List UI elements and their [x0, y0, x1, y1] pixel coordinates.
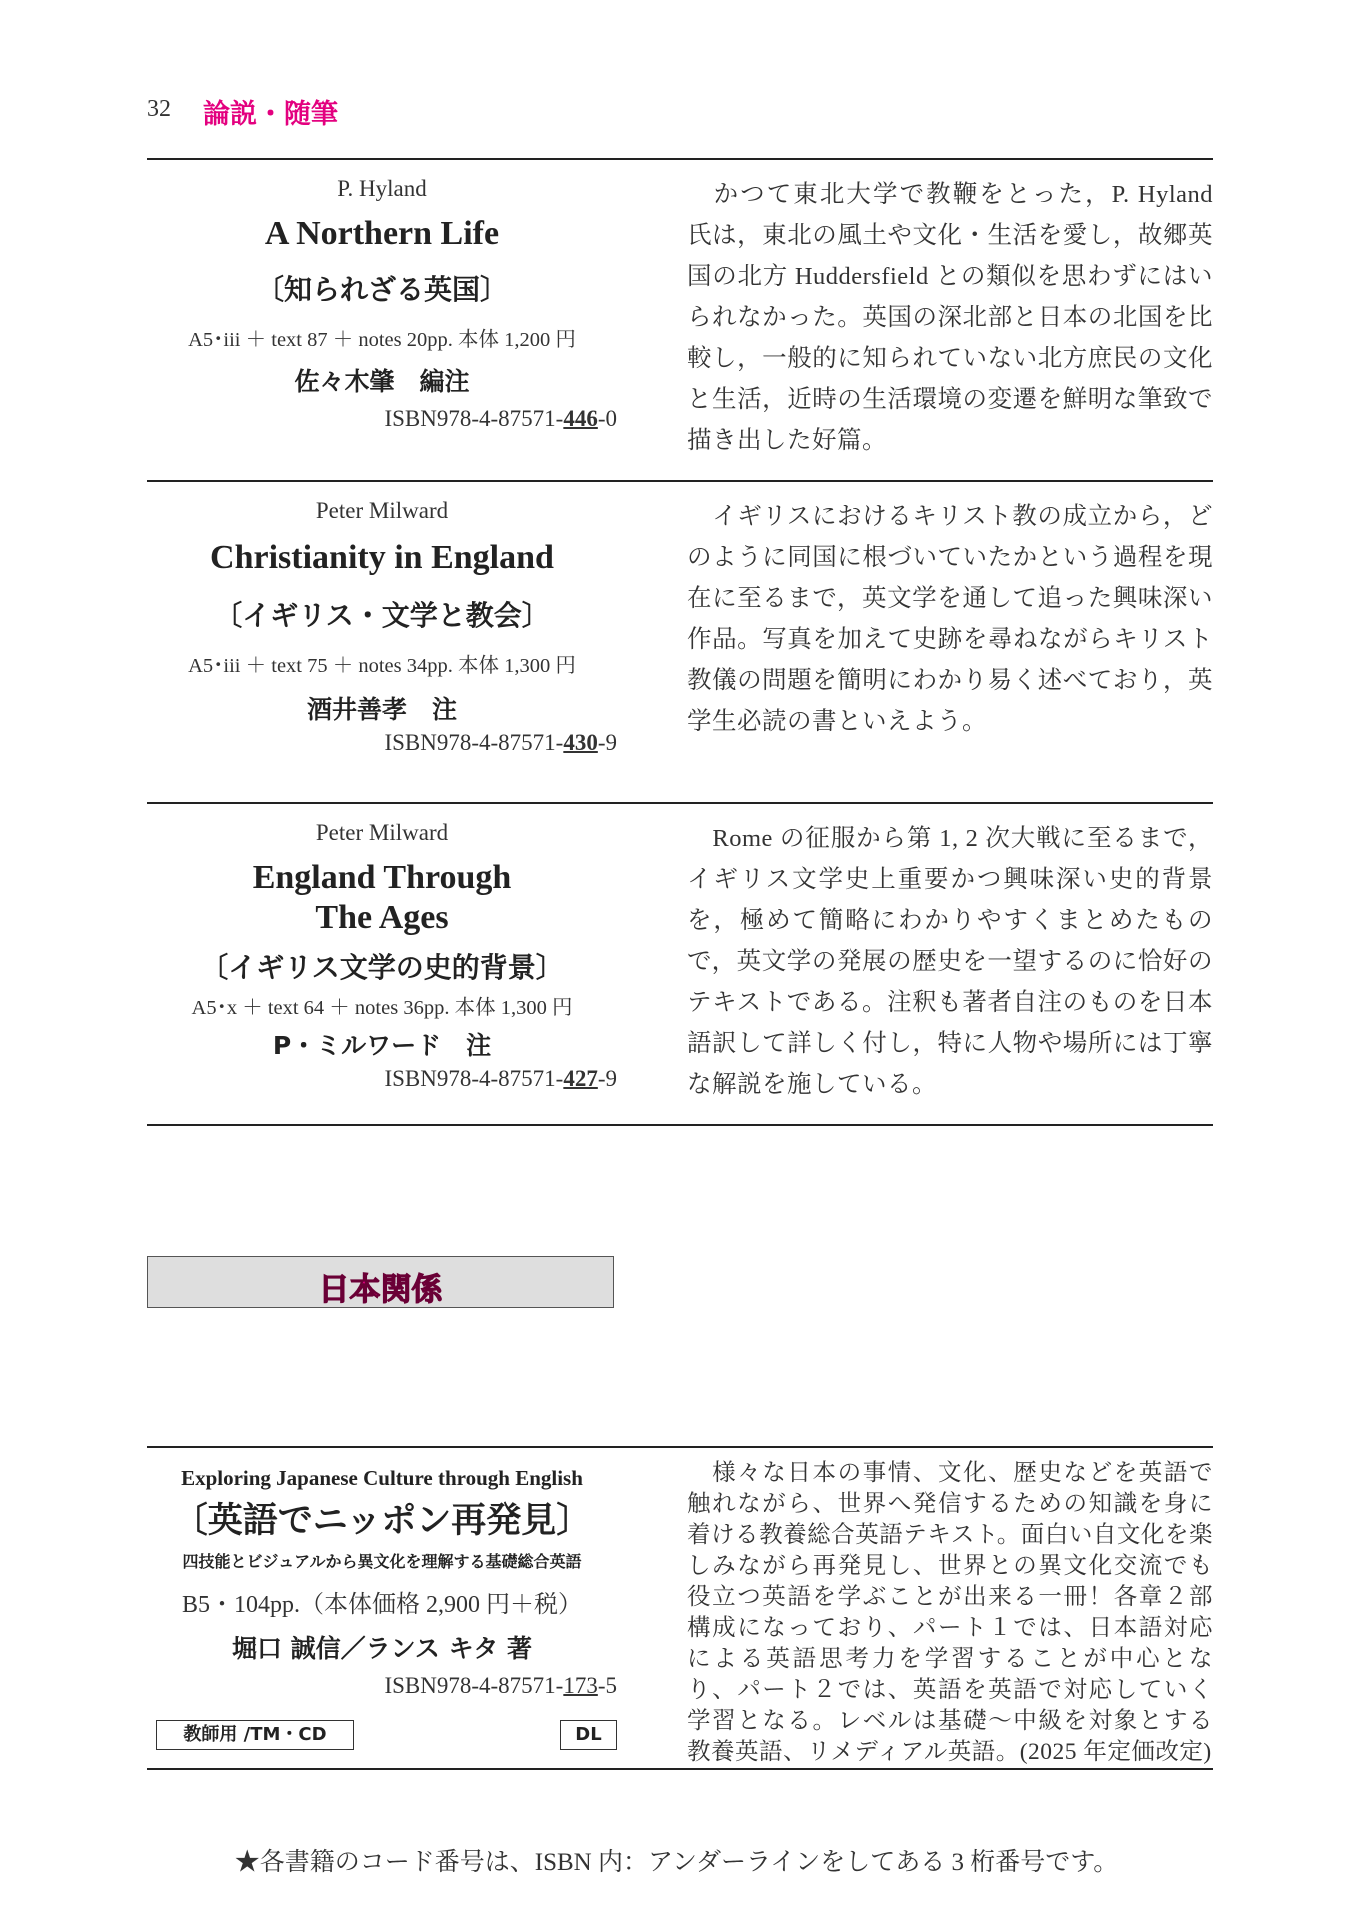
isbn-code: 430	[563, 730, 598, 755]
book-specs: A5･iii ＋ text 87 ＋ notes 20pp. 本体 1,200 円	[188, 329, 576, 351]
book-entry	[147, 482, 1213, 802]
divider	[147, 1768, 1213, 1770]
book-title: Christianity in England	[210, 539, 554, 576]
book-description: イギリスにおけるキリスト教の成立から，どのように同国に根づいていたかという過程を現在に至るまで，英文学を通して追った興味深い作品。写真を加えて史跡を尋ねながらキリスト教儀の問題を簡明にわかり易く述べており，英学生必読の書といえよう。	[687, 503, 1213, 735]
section-title: 論説・随筆	[203, 99, 338, 130]
book-info	[147, 804, 617, 1092]
book-info	[147, 482, 617, 756]
category-heading: 日本関係	[318, 1272, 443, 1308]
book-title: England Through The Ages	[252, 859, 512, 936]
book-author: P. Hyland	[337, 176, 427, 201]
isbn-code: 427	[563, 1066, 598, 1091]
book-description: かつて東北大学で教鞭をとった，P. Hyland 氏は，東北の風土や文化・生活を愛し，故郷英国の北方 Huddersfield との類似を思わずにはいられなかった。英国の深北部と日本の北国を比較し，一般的に知られていない北方庶民の文化と生活，近時の生活環境の変遷を鮮明な筆致で描き出した好篇。	[687, 181, 1213, 454]
page-number: 32	[147, 96, 171, 122]
book-subtitle: 〔知られざる英国〕	[255, 273, 508, 306]
book-author: Peter Milward	[315, 498, 449, 523]
book-specs: A5･iii ＋ text 75 ＋ notes 34pp. 本体 1,300 円	[188, 655, 576, 677]
download-badge: DL	[560, 1720, 617, 1750]
featured-book-entry	[147, 1448, 1213, 1768]
book-description: Rome の征服から第 1, 2 次大戦に至るまで，イギリス文学史上重要かつ興味深い史的背景を，極めて簡略にわかりやすくまとめたもので，英文学の発展の歴史を一望するのに恰好のテキストである。注釈も著者自注のものを日本語訳して詳しく付し，特に人物や場所には丁寧な解説を施している。	[687, 825, 1213, 1098]
book-entry	[147, 804, 1213, 1124]
book-subtitle: 〔イギリス・文学と教会〕	[214, 599, 550, 632]
book-specs: A5･x ＋ text 64 ＋ notes 36pp. 本体 1,300 円	[191, 997, 573, 1019]
isbn-code: 446	[563, 406, 598, 431]
book-info	[147, 1448, 617, 1699]
category-heading-box	[147, 1256, 614, 1308]
book-isbn: ISBN978-4-87571-427-9	[384, 1066, 617, 1091]
book-isbn: ISBN978-4-87571-173-5	[384, 1673, 617, 1698]
book-tagline: 四技能とビジュアルから異文化を理解する基礎総合英語	[182, 1552, 582, 1571]
book-isbn: ISBN978-4-87571-430-9	[384, 730, 617, 755]
book-editor: P・ミルワード 注	[272, 1031, 492, 1060]
book-authors: 堀口 誠信／ランス キタ 著	[231, 1634, 533, 1663]
book-editor: 酒井善孝 注	[306, 695, 457, 724]
book-title: A Northern Life	[264, 215, 500, 252]
book-author: Peter Milward	[315, 820, 449, 845]
book-editor: 佐々木肇 編注	[294, 367, 470, 396]
divider	[147, 1124, 1213, 1126]
book-info	[147, 160, 617, 432]
book-isbn: ISBN978-4-87571-446-0	[384, 406, 617, 431]
book-specs: B5・104pp.（本体価格 2,900 円＋税）	[181, 1592, 582, 1618]
footnote: ★各書籍のコード番号は、ISBN 内：アンダーラインをしてある 3 桁番号です。	[234, 1849, 1119, 1876]
teacher-materials-badge: 教師用 /TM・CD	[156, 1720, 354, 1750]
book-entry	[147, 160, 1213, 480]
book-title-jp: 〔英語でニッポン再発見〕	[172, 1501, 592, 1541]
book-description: 様々な日本の事情、文化、歴史などを英語で触れながら、世界へ発信するための知識を身に着ける教養総合英語テキスト。面白い自文化を楽しみながら再発見し、世界との異文化交流でも役立つ英語を学ぶことが出来る一冊！各章２部構成になっており、パート１では、日本語対応による英語思考力を学習することが中心となり、パート２では、英語を英語で対応していく学習となる。レベルは基礎～中級を対象とする教養英語、リメディアル英語。(2025 年定価改定)	[687, 1460, 1213, 1765]
book-title-en: Exploring Japanese Culture through English	[181, 1466, 583, 1490]
book-subtitle: 〔イギリス文学の史的背景〕	[200, 951, 564, 984]
isbn-code: 173	[563, 1673, 598, 1698]
